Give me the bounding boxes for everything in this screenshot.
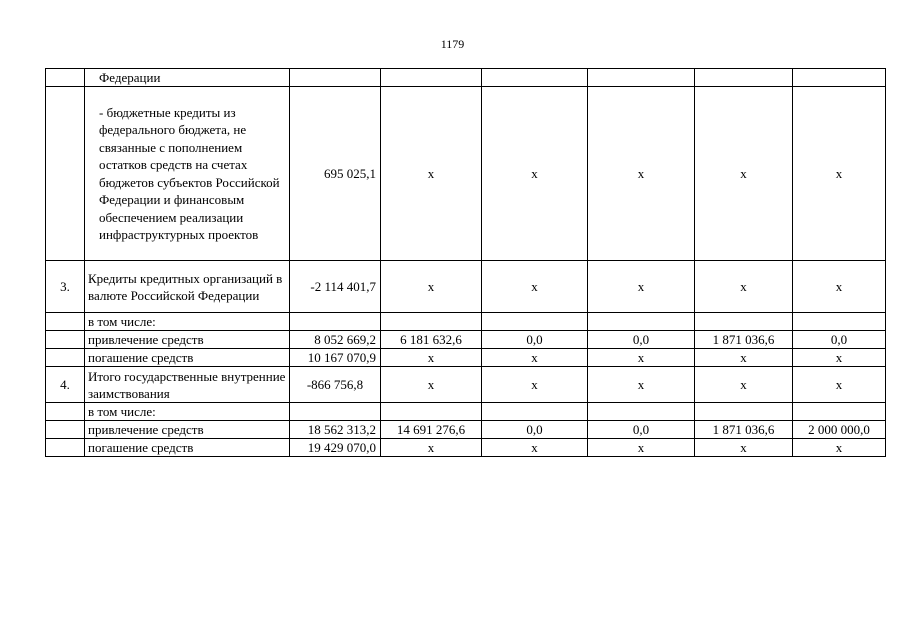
- cell-col-5: х: [793, 261, 886, 313]
- cell-col-3: 0,0: [588, 421, 695, 439]
- cell-col-4: 1 871 036,6: [695, 331, 793, 349]
- row-number: [46, 69, 85, 87]
- cell-col-3: х: [588, 349, 695, 367]
- cell-col-5: [793, 313, 886, 331]
- cell-col-4: х: [695, 367, 793, 403]
- cell-total: 19 429 070,0: [290, 439, 381, 457]
- cell-col-3: [588, 69, 695, 87]
- row-name: Итого государственные внутренние заимствования: [85, 367, 290, 403]
- cell-col-1: [381, 313, 482, 331]
- cell-total: [290, 69, 381, 87]
- cell-col-4: х: [695, 349, 793, 367]
- cell-col-1: х: [381, 367, 482, 403]
- cell-col-2: 0,0: [482, 421, 588, 439]
- cell-col-1: х: [381, 349, 482, 367]
- row-number: [46, 87, 85, 261]
- cell-col-5: х: [793, 87, 886, 261]
- row-name: погашение средств: [85, 439, 290, 457]
- cell-col-5: 2 000 000,0: [793, 421, 886, 439]
- table-row: [46, 439, 886, 457]
- cell-col-4: [695, 313, 793, 331]
- cell-col-2: х: [482, 439, 588, 457]
- cell-col-3: х: [588, 367, 695, 403]
- cell-total: 8 052 669,2: [290, 331, 381, 349]
- row-name: погашение средств: [85, 349, 290, 367]
- table-row: [46, 349, 886, 367]
- row-name: в том числе:: [85, 313, 290, 331]
- row-number: [46, 331, 85, 349]
- row-number: [46, 313, 85, 331]
- row-number: [46, 403, 85, 421]
- cell-col-4: [695, 403, 793, 421]
- cell-col-1: х: [381, 439, 482, 457]
- cell-col-4: х: [695, 261, 793, 313]
- cell-col-1: 6 181 632,6: [381, 331, 482, 349]
- cell-col-5: 0,0: [793, 331, 886, 349]
- cell-col-1: х: [381, 87, 482, 261]
- cell-total: [290, 313, 381, 331]
- cell-col-4: х: [695, 87, 793, 261]
- cell-col-2: х: [482, 349, 588, 367]
- table-row: [46, 421, 886, 439]
- cell-col-1: [381, 69, 482, 87]
- cell-col-3: [588, 313, 695, 331]
- table-row: [46, 261, 886, 313]
- cell-col-5: х: [793, 439, 886, 457]
- cell-col-1: [381, 403, 482, 421]
- row-number: [46, 421, 85, 439]
- cell-total: -866 756,8: [290, 367, 381, 403]
- row-name: Кредиты кредитных организаций в валюте Российской Федерации: [85, 261, 290, 313]
- cell-col-4: 1 871 036,6: [695, 421, 793, 439]
- cell-col-3: [588, 403, 695, 421]
- cell-col-2: [482, 69, 588, 87]
- cell-col-2: х: [482, 367, 588, 403]
- cell-col-3: х: [588, 439, 695, 457]
- cell-total: 695 025,1: [290, 87, 381, 261]
- cell-col-2: [482, 403, 588, 421]
- cell-col-4: х: [695, 439, 793, 457]
- cell-total: [290, 403, 381, 421]
- table-row: [46, 403, 886, 421]
- cell-total: -2 114 401,7: [290, 261, 381, 313]
- cell-col-2: 0,0: [482, 331, 588, 349]
- cell-col-2: х: [482, 261, 588, 313]
- row-name: привлечение средств: [85, 331, 290, 349]
- cell-col-5: [793, 69, 886, 87]
- cell-col-5: х: [793, 367, 886, 403]
- table-body: [46, 69, 886, 457]
- cell-col-5: х: [793, 349, 886, 367]
- row-number: [46, 439, 85, 457]
- row-name: - бюджетные кредиты из федерального бюджета, не связанные с пополнением остатков средств на счетах бюджетов субъектов Российской Федерации и финансовым обеспечением реализации инфраструктурных проектов: [85, 87, 290, 261]
- table-row: [46, 367, 886, 403]
- cell-total: 18 562 313,2: [290, 421, 381, 439]
- table-row: [46, 69, 886, 87]
- cell-col-3: 0,0: [588, 331, 695, 349]
- borrowings-table: [45, 68, 886, 457]
- row-number: 3.: [46, 261, 85, 313]
- page-number: 1179: [440, 37, 465, 51]
- cell-col-2: [482, 313, 588, 331]
- row-number: 4.: [46, 367, 85, 403]
- row-number: [46, 349, 85, 367]
- cell-total: 10 167 070,9: [290, 349, 381, 367]
- cell-col-2: х: [482, 87, 588, 261]
- cell-col-1: 14 691 276,6: [381, 421, 482, 439]
- table-row: [46, 313, 886, 331]
- cell-col-3: х: [588, 261, 695, 313]
- row-name: в том числе:: [85, 403, 290, 421]
- cell-col-3: х: [588, 87, 695, 261]
- row-name: привлечение средств: [85, 421, 290, 439]
- cell-col-1: х: [381, 261, 482, 313]
- cell-col-5: [793, 403, 886, 421]
- cell-col-4: [695, 69, 793, 87]
- table-row: [46, 331, 886, 349]
- table-row: [46, 87, 886, 261]
- row-name: Федерации: [85, 69, 290, 87]
